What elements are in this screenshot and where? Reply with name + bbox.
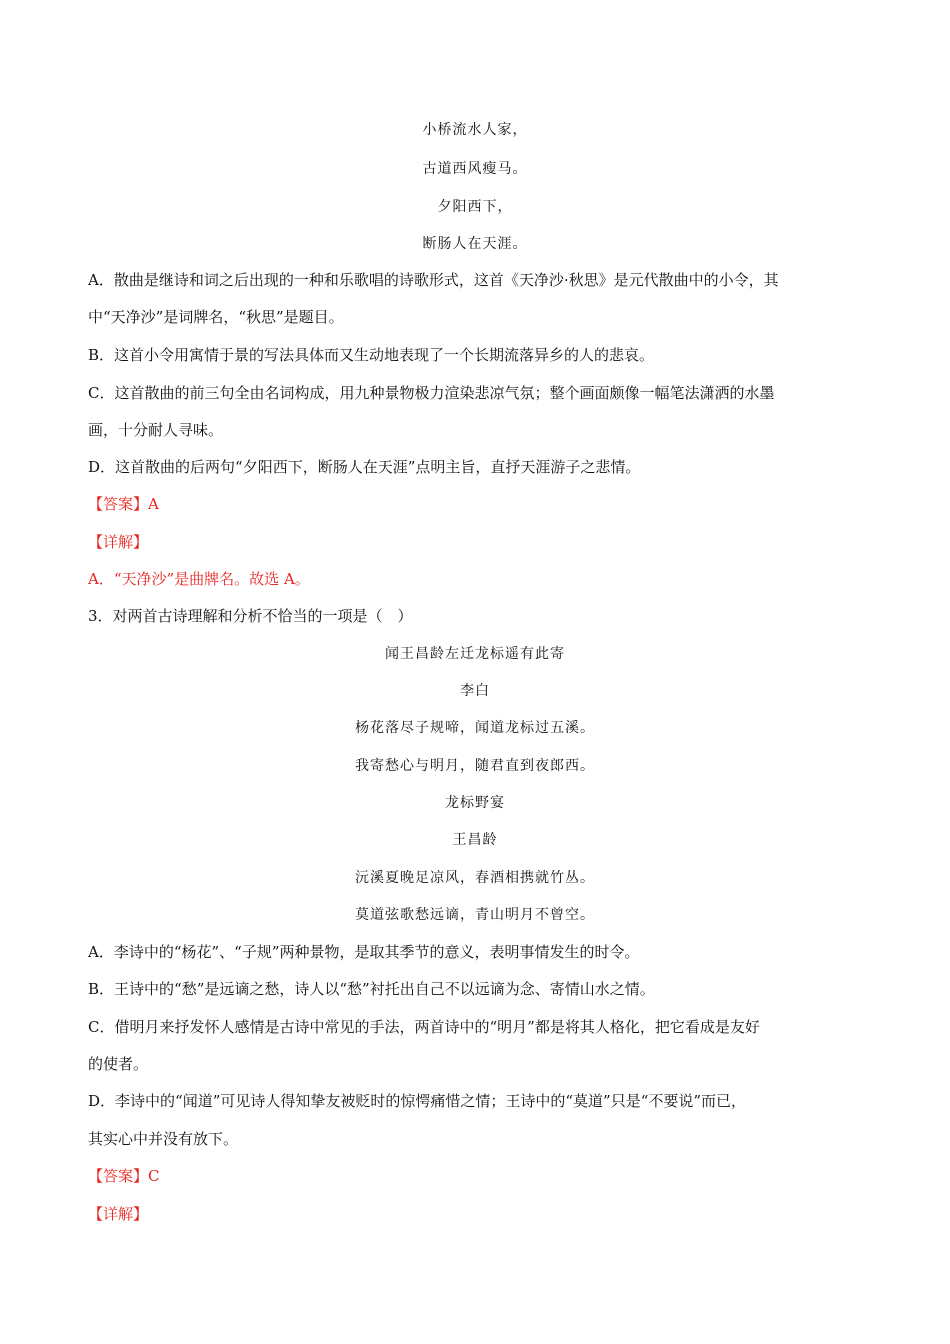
answer-value: C [148, 1167, 160, 1185]
option-c-cont: 的使者。 [88, 1055, 149, 1073]
answer-label: 【答案】 [88, 1167, 149, 1185]
poem-line: 小桥流水人家， [422, 122, 528, 138]
answer-value: A [148, 495, 159, 513]
option-d: D．这首散曲的后两句“夕阳西下，断肠人在天涯”点明主旨，直抒天涯游子之悲情。 [88, 458, 641, 476]
question-3: 3．对两首古诗理解和分析不恰当的一项是（ ） [88, 607, 413, 625]
answer-row [88, 493, 868, 515]
poem-line: 我寄愁心与明月，随君直到夜郎西。 [355, 758, 595, 774]
poem-line: 古道西风瘦马。 [422, 161, 528, 177]
option-c: C．这首散曲的前三句全由名词构成，用九种景物极力渲染悲凉气氛；整个画面颇像一幅笔法潇洒的水墨 [88, 384, 775, 402]
option-a: A．散曲是继诗和词之后出现的一种和乐歌唱的诗歌形式，这首《天净沙·秋思》是元代散曲中的小令，其 [88, 271, 779, 289]
option-b: B．王诗中的“愁”是远谪之愁，诗人以“愁”衬托出自己不以远谪为念、寄情山水之情。 [88, 980, 655, 998]
option-d-cont: 其实心中并没有放下。 [88, 1130, 239, 1148]
option-d: D．李诗中的“闻道”可见诗人得知挚友被贬时的惊愕痛惜之情；王诗中的“莫道”只是“不要说”而已， [88, 1092, 747, 1110]
poem-author: 王昌龄 [452, 832, 498, 848]
option-c-cont: 画，十分耐人寻味。 [88, 421, 224, 439]
detail-label: 【详解】 [88, 1205, 149, 1223]
detail-text: A．“天净沙”是曲牌名。故选 A。 [88, 570, 310, 588]
option-b: B．这首小令用寓情于景的写法具体而又生动地表现了一个长期流落异乡的人的悲哀。 [88, 346, 655, 364]
option-a-cont: 中“天净沙”是词牌名，“秋思”是题目。 [88, 308, 344, 326]
poem-author: 李白 [460, 683, 490, 699]
answer-row [88, 1165, 868, 1187]
poem-line: 夕阳西下， [437, 199, 513, 215]
poem-title: 闻王昌龄左迁龙标遥有此寄 [385, 646, 565, 662]
answer-label: 【答案】 [88, 495, 149, 513]
detail-label: 【详解】 [88, 533, 149, 551]
option-a: A．李诗中的“杨花”、“子规”两种景物，是取其季节的意义，表明事情发生的时令。 [88, 943, 640, 961]
poem-title: 龙标野宴 [445, 795, 505, 811]
poem-line: 杨花落尽子规啼，闻道龙标过五溪。 [355, 720, 595, 736]
option-c: C．借明月来抒发怀人感情是古诗中常见的手法，两首诗中的“明月”都是将其人格化，把它看成是友好 [88, 1018, 760, 1036]
poem-line: 沅溪夏晚足凉风，春酒相携就竹丛。 [355, 870, 595, 886]
poem-line: 断肠人在天涯。 [422, 236, 528, 252]
poem-line: 莫道弦歌愁远谪，青山明月不曾空。 [355, 907, 595, 923]
